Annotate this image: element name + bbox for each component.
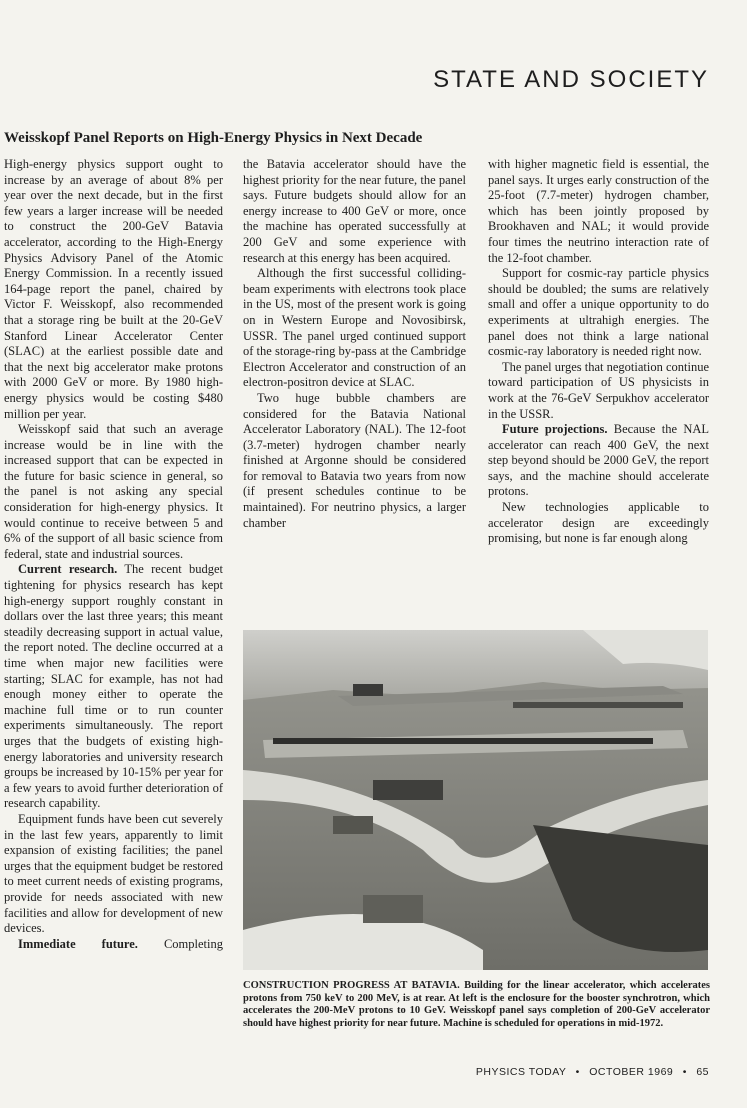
journal-name: PHYSICS TODAY bbox=[475, 1066, 567, 1078]
paragraph: New technologies applicable to accelerator design are exceedingly promising, but none is far enough along bbox=[488, 500, 709, 546]
photo-caption bbox=[243, 980, 710, 1030]
paragraph bbox=[4, 562, 223, 812]
paragraph: Two huge bubble chambers are considered for the Batavia National Accelerator Laboratory (NAL). The 12-foot (3.7-meter) hydrogen chamber nearly finished at Argonne should be considered for removal to Batavia two years from now (if present schedules continue to be maintained). For neutrino physics, a larger chamber bbox=[243, 390, 466, 530]
paragraph-text: Completing bbox=[163, 936, 223, 951]
paragraph: Although the first successful colliding-beam experiments with electrons took place in the US, most of the present work is going on in Western Europe and Novosibirsk, USSR. The panel urged continued support of the storage-ring by-pass at the Cambridge Electron Accelerator and construction of an electron-positron device at SLAC. bbox=[243, 266, 466, 390]
subhead-immediate-future: Immediate future. bbox=[18, 936, 138, 951]
subhead-current-research: Current research. bbox=[18, 562, 118, 577]
paragraph: the Batavia accelerator should have the highest priority for the near future, the panel says. Future budgets should allow for an energy increase to 400 GeV or more, once the machine has operated successfully at 200 GeV and some experience with research at this energy has been acquired. bbox=[243, 157, 466, 265]
paragraph bbox=[4, 937, 223, 953]
paragraph: The panel urges that negotiation continue toward participation of US physicists in work at the 76-GeV Serpukhov accelerator in the USSR. bbox=[488, 359, 710, 421]
issue-date: OCTOBER 1969 bbox=[589, 1066, 674, 1078]
paragraph: Support for cosmic-ray particle physics should be doubled; the sums are relatively small and offer a unique opportunity to do experiments at ultrahigh energies. The panel does not think a large national cosmic-ray laboratory is needed right now. bbox=[488, 266, 709, 359]
separator: • bbox=[682, 1066, 687, 1078]
page-number: 65 bbox=[696, 1066, 709, 1078]
subhead-future-projections: Future projections. bbox=[502, 422, 608, 437]
column-2 bbox=[243, 157, 466, 531]
article-headline: Weisskopf Panel Reports on High-Energy Physics in Next Decade bbox=[4, 130, 423, 146]
paragraph-text: Because the NAL accelerator can reach 400 GeV, the next step beyond should be 2000 GeV, the report says, and the machine should accelerate protons. bbox=[488, 422, 710, 499]
construction-photo bbox=[243, 630, 708, 970]
paragraph-text: The recent budget tightening for physics research has kept high-energy support roughly constant in dollars over the last three years; this meant steadily decreasing support in actual value, the report noted. The decline occurred at a time when major new facilities were starting; SLAC for example, has not had enough money either to operate the machine full time or to run counter experiments simultaneously. The report urges that the budgets of existing high-energy laboratories and university research groups be increased by 10-15% per year for a few years to avoid further deterioration of research capability. bbox=[4, 562, 224, 811]
paragraph: with higher magnetic field is essential, the panel says. It urges early construction of the 25-foot (7.7-meter) hydrogen chamber, which has been jointly proposed by Brookhaven and NAL; it would provide four times the neutrino interaction rate of the 12-foot chamber. bbox=[488, 157, 709, 265]
separator: • bbox=[575, 1066, 580, 1078]
paragraph: Equipment funds have been cut severely in the last few years, apparently to limit expansion of existing facilities; the panel urges that the equipment budget be restored to meet current needs of existing programs, provide for needs associated with new facilities and allow for development of new devices. bbox=[4, 811, 223, 936]
paragraph bbox=[488, 422, 709, 500]
page-footer bbox=[470, 1066, 709, 1078]
caption-text: Building for the linear accelerator, which accelerates protons from 750 keV to 200 MeV, is at rear. At left is the enclosure for the booster synchrotron, which accelerates the 200-MeV protons to 10 GeV. Weisskopf panel says completion of 200-GeV accelerator should have highest priority for near future. Machine is scheduled for operations in mid-1972. bbox=[243, 980, 710, 1029]
paragraph: High-energy physics support ought to increase by an average of about 8% per year over the next decade, but in the first few years a larger increase will be needed to construct the 200-GeV Batavia accelerator, according to the High-Energy Physics Advisory Panel of the Atomic Energy Commission. In a recently issued 164-page report the panel, chaired by Victor F. Weisskopf, also recommended that a storage ring be built at the 20-GeV Stanford Linear Accelerator Center (SLAC) at the earliest possible date and that the next big accelerator make protons with 2000 GeV or more. By 1980 high-energy physics would be costing $480 million per year. bbox=[4, 157, 223, 421]
section-title: STATE AND SOCIETY bbox=[433, 66, 709, 93]
column-3 bbox=[488, 157, 709, 547]
caption-lead: CONSTRUCTION PROGRESS AT BATAVIA. bbox=[243, 980, 460, 991]
column-1 bbox=[4, 157, 223, 952]
paragraph: Weisskopf said that such an average increase would be in line with the increased support that can be expected in the future for basic science in general, so the panel is not asking any special consideration for high-energy physics. It would continue to receive between 5 and 6% of the support of all basic science from federal, state and industrial sources. bbox=[4, 422, 223, 561]
